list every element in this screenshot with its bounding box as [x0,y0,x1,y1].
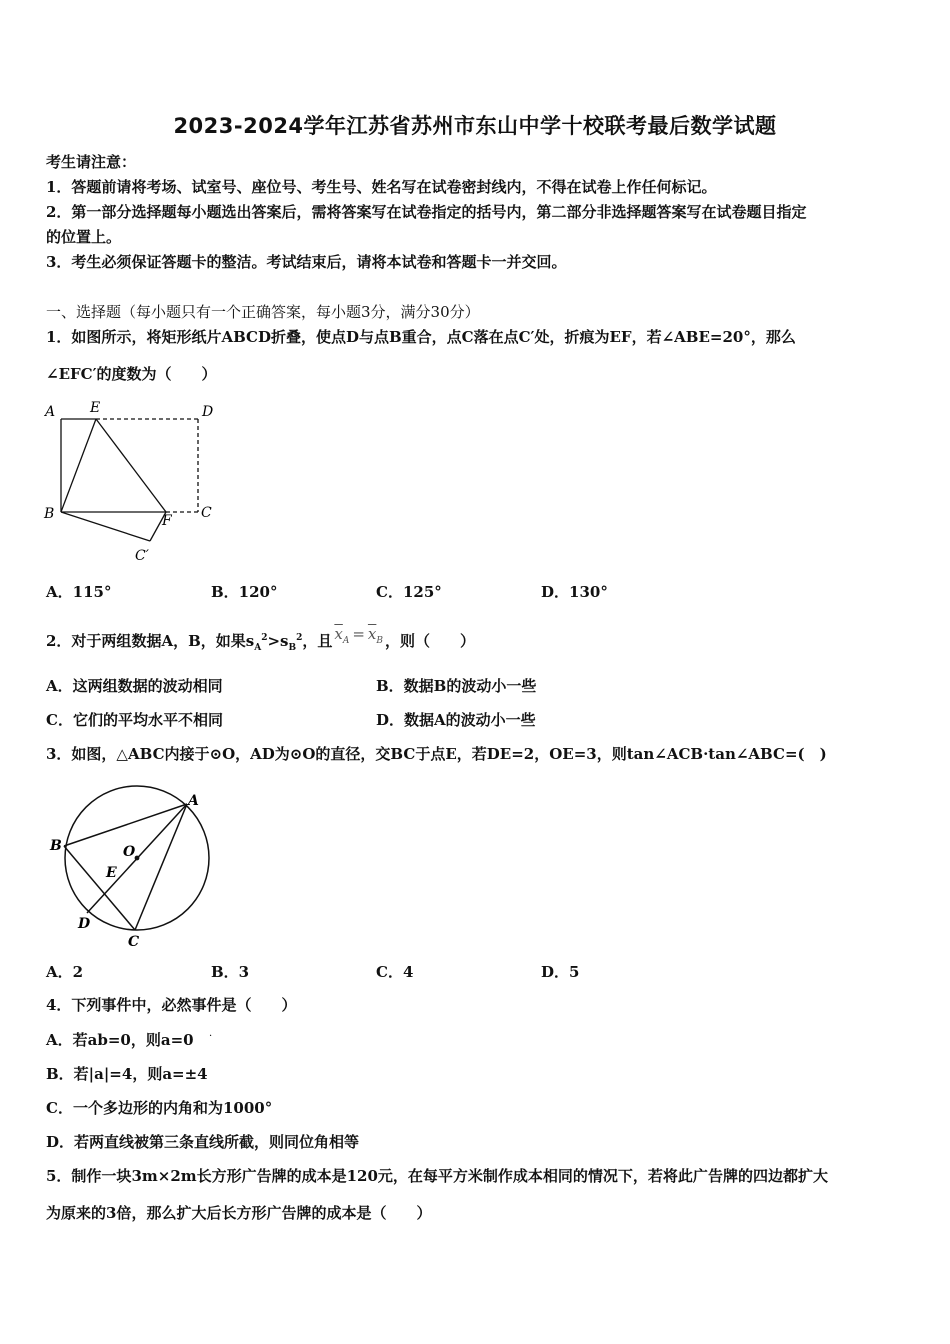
label-C-prime: C′ [135,548,149,564]
q1-stem-cont: ∠EFC′的度数为（ ） [46,365,217,383]
q1-figure [40,396,230,571]
q4-option-d[interactable]: D．若两直线被第三条直线所截，则同位角相等 [46,1133,360,1151]
label-C: C [128,934,140,950]
q4-stem: 4．下列事件中，必然事件是（ ） [46,996,297,1014]
q2-option-a[interactable]: A．这两组数据的波动相同 [46,677,223,695]
notice-item: 2．第一部分选择题每小题选出答案后，需将答案写在试卷指定的括号内，第二部分非选择题答案写在试卷题目指定 [46,203,807,221]
q3-figure [44,780,224,955]
q3-option-d[interactable]: D．5 [541,963,580,981]
label-B: B [50,838,62,854]
q4-option-b[interactable]: B．若|a|=4，则a=±4 [46,1065,208,1083]
label-A: A [45,404,56,420]
label-B: B [44,506,55,522]
label-O: O [123,844,136,860]
q1-option-c[interactable]: C．125° [376,583,442,601]
page-title: 2023-2024学年江苏省苏州市东山中学十校联考最后数学试题 [173,114,777,138]
stray-mark: · [209,1031,213,1042]
q5-stem: 5．制作一块3m×2m长方形广告牌的成本是120元，在每平方米制作成本相同的情况下，若将此广告牌的四边都扩大 [46,1167,828,1185]
q1-stem: 1．如图所示，将矩形纸片ABCD折叠，使点D与点B重合，点C落在点C′处，折痕为EF，若∠ABE=20°，那么 [46,328,796,346]
label-D: D [78,916,91,932]
q3-option-c[interactable]: C．4 [376,963,414,981]
notice-item: 1．答题前请将考场、试室号、座位号、考生号、姓名写在试卷密封线内，不得在试卷上作任何标记。 [46,178,717,196]
q2-option-c[interactable]: C．它们的平均水平不相同 [46,711,223,729]
q1-option-b[interactable]: B．120° [211,583,278,601]
section-heading: 一、选择题（每小题只有一个正确答案，每小题3分，满分30分） [46,303,480,321]
q2-stem: 2．对于两组数据A，B，如果$s_A^2>s_B^2$，且 $\overline{x}_A = \overline{x}_B$ ，则（ ） [46,625,476,653]
label-E: E [90,400,101,416]
q3-option-a[interactable]: A．2 [46,963,84,981]
label-F: F [162,513,172,529]
q4-option-a[interactable]: A．若ab=0，则a=0 [46,1031,194,1049]
q4-option-c[interactable]: C．一个多边形的内角和为1000° [46,1099,273,1117]
q2-option-b[interactable]: B．数据B的波动小一些 [376,677,537,695]
q1-option-d[interactable]: D．130° [541,583,608,601]
q2-option-d[interactable]: D．数据A的波动小一些 [376,711,536,729]
notice-item: 3．考生必须保证答题卡的整洁。考试结束后，请将本试卷和答题卡一并交回。 [46,253,567,271]
notice-item: 的位置上。 [46,228,122,246]
mean-equation: $\overline{x}_A = \overline{x}_B$ [334,625,383,646]
center-point [135,856,140,861]
label-C: C [201,505,212,521]
label-D: D [202,404,214,420]
label-A: A [188,793,199,809]
notice-heading: 考生请注意： [46,153,137,171]
q3-option-b[interactable]: B．3 [211,963,250,981]
label-E: E [106,865,117,881]
q5-stem-cont: 为原来的3倍，那么扩大后长方形广告牌的成本是（ ） [46,1204,432,1222]
q1-option-a[interactable]: A．115° [46,583,112,601]
q3-stem: 3．如图，△ABC内接于⊙O，AD为⊙O的直径，交BC于点E，若DE=2，OE=3，则tan∠ACB·tan∠ABC=( ) [46,745,827,763]
